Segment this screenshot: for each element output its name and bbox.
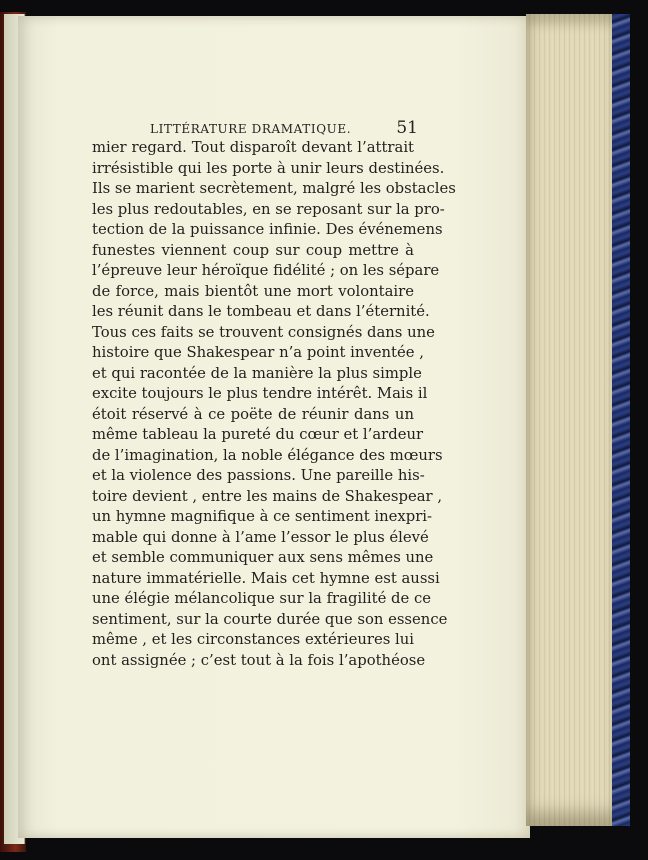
text-line: irrésistible qui les porte à unir leurs destinées.	[92, 159, 445, 177]
text-line: mier regard. Tout disparoît devant l’attrait	[92, 139, 414, 156]
text-line: toire devient , entre les mains de Shakespear ,	[92, 487, 443, 505]
text-line: tection de la puissance infinie. Des événemens	[92, 221, 443, 238]
text-line: même tableau la pureté du cœur et l’ardeur	[92, 426, 424, 443]
text-line: excite toujours le plus tendre intérêt. Mais il	[92, 385, 428, 402]
page-stack-fore-edge	[526, 14, 618, 826]
text-line: et la violence des passions. Une pareille his-	[92, 467, 425, 484]
text-line: même , et les circonstances extérieures lui	[92, 631, 414, 648]
text-line: une élégie mélancolique sur la fragilité de ce	[92, 590, 432, 607]
text-line: sentiment, sur la courte durée que son essence	[92, 610, 448, 628]
text-line: mable qui donne à l’ame l’essor le plus élevé	[92, 528, 429, 546]
text-line: les plus redoutables, en se reposant sur la pro-	[92, 200, 445, 218]
body-text	[92, 138, 456, 671]
text-line: Tous ces faits se trouvent consignés dans une	[92, 323, 435, 341]
text-line: ont assignée ; c’est tout à la fois l’apothéose	[92, 651, 426, 669]
running-head	[150, 118, 418, 138]
text-line: et semble communiquer aux sens mêmes une	[92, 549, 434, 566]
text-line: histoire que Shakespear n’a point inventée ,	[92, 344, 424, 361]
header-title: LITTÉRATURE DRAMATIQUE.	[150, 122, 352, 136]
text-line: Ils se marient secrètement, malgré les obstacles	[92, 180, 456, 197]
text-line: les réunit dans le tombeau et dans l’éternité.	[92, 303, 430, 320]
text-line: un hymne magnifique à ce sentiment inexpri-	[92, 508, 433, 525]
text-line: et qui racontée de la manière la plus simple	[92, 364, 422, 382]
text-line: de l’imagination, la noble élégance des mœurs	[92, 446, 443, 464]
text-line: de force, mais bientôt une mort volontaire	[92, 282, 414, 300]
text-line: étoit réservé à ce poëte de réunir dans un	[92, 405, 414, 423]
page-number: 51	[396, 118, 418, 138]
text-line: nature immatérielle. Mais cet hymne est aussi	[92, 569, 440, 587]
text-line: l’épreuve leur héroïque fidélité ; on les sépare	[92, 262, 440, 279]
marbled-cover-edge	[612, 14, 630, 826]
text-line: funestes viennent coup sur coup mettre à	[92, 241, 414, 259]
